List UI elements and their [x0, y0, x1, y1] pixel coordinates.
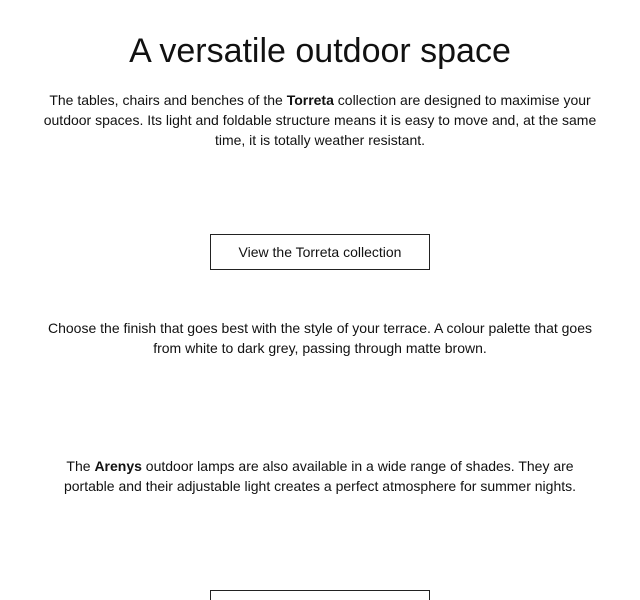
arenys-text-before: The	[66, 458, 95, 474]
finish-description: Choose the finish that goes best with the style of your terrace. A colour palette that goes from white to dark grey, passing through matte brown.	[48, 320, 592, 356]
arenys-name: Arenys	[94, 458, 142, 474]
torreta-text-after: collection are designed to maximise your outdoor spaces. Its light and foldable structure means it is easy to move and, at the same time, it is totally weather resistant.	[43, 92, 597, 148]
page-title: A versatile outdoor space	[129, 32, 511, 70]
arenys-text-after: outdoor lamps are also available in a wide range of shades. They are portable and their adjustable light creates a perfect atmosphere for summer nights.	[63, 458, 577, 494]
torreta-name: Torreta	[286, 92, 334, 108]
view-torreta-collection-button[interactable]: View the Torreta collection	[210, 234, 430, 270]
torreta-text-before: The tables, chairs and benches of the	[49, 92, 287, 108]
torreta-description	[40, 90, 600, 150]
arenys-description	[40, 456, 600, 496]
arenys-collection-button[interactable]	[210, 590, 430, 600]
